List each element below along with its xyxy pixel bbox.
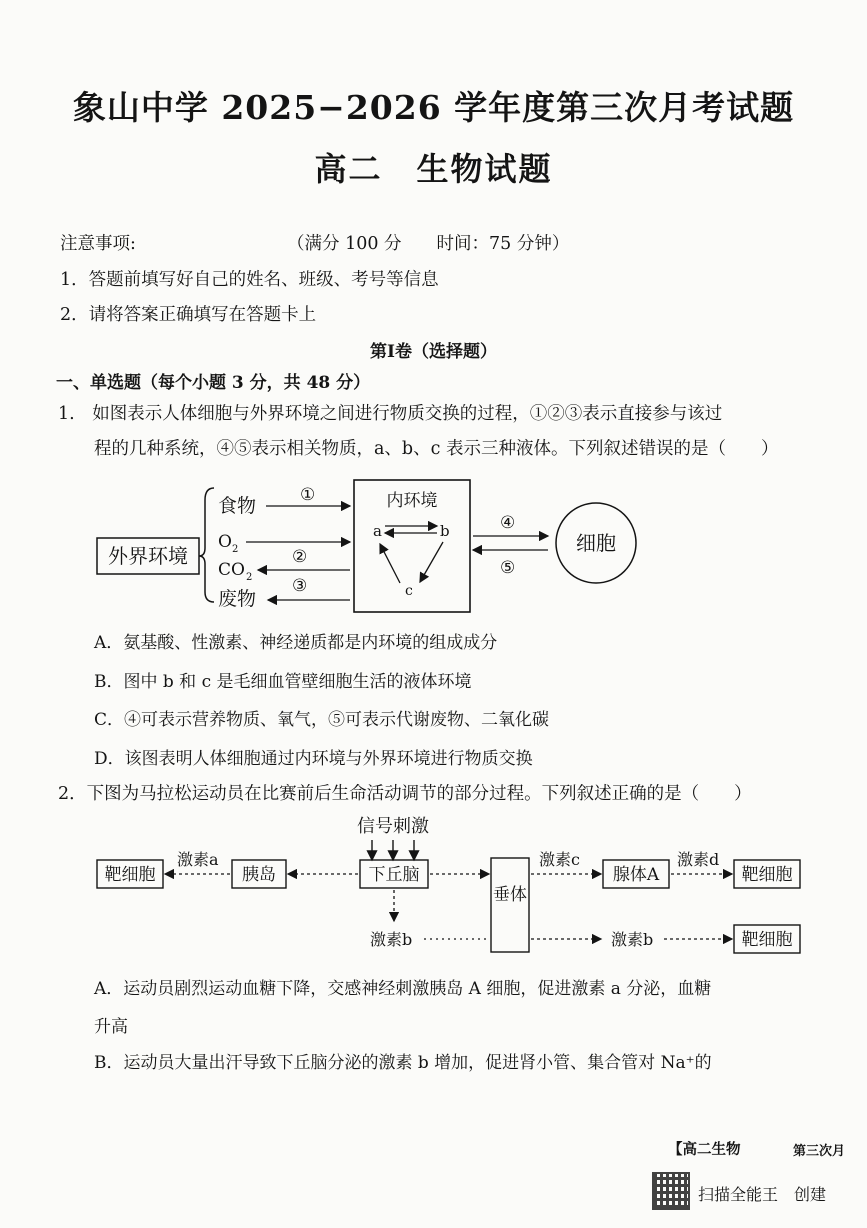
- outer-env-label: 外界环境: [108, 544, 188, 568]
- q1-stem-line1: 1. 如图表示人体细胞与外界环境之间进行物质交换的过程，①②③表示直接参与该过: [58, 404, 723, 424]
- q2-stem: 2．下图为马拉松运动员在比赛前后生命活动调节的部分过程。下列叙述正确的是（ ）: [58, 784, 752, 804]
- hypothalamus-label: 下丘脑: [368, 865, 420, 885]
- target-cell-2: 靶细胞: [741, 865, 793, 885]
- q1-stem-line2: 程的几种系统，④⑤表示相关物质，a、b、c 表示三种液体。下列叙述错误的是（ ）: [94, 439, 779, 459]
- exam-title: 象山中学 2025−2026 学年度第三次月考试题: [72, 88, 795, 127]
- part-heading: 一、单选题（每个小题 3 分，共 48 分）: [56, 373, 371, 393]
- food-label: 食物: [218, 495, 257, 517]
- pituitary-box: [491, 858, 529, 952]
- circle-2: ②: [292, 547, 308, 567]
- note-item-1: 1．答题前填写好自己的姓名、班级、考号等信息: [60, 270, 439, 290]
- score-time: （满分 100 分 时间：75 分钟）: [287, 234, 570, 254]
- hormone-b-right: 激素b: [611, 930, 654, 949]
- q2-option-a-line1: A．运动员剧烈运动血糖下降，交感神经刺激胰岛 A 细胞，促进激素 a 分泌，血糖: [94, 979, 712, 999]
- q2-option-a-line2: 升高: [94, 1017, 128, 1037]
- fluid-b: b: [440, 522, 450, 540]
- scanner-watermark: 扫描全能王 创建: [698, 1185, 827, 1204]
- pancreas-label: 胰岛: [242, 865, 276, 885]
- co2-sub: 2: [246, 572, 253, 583]
- cell-label: 细胞: [576, 531, 616, 555]
- o2-label: O: [218, 532, 232, 552]
- fluid-c: c: [405, 583, 413, 599]
- exam-subtitle: 高二 生物试题: [314, 150, 553, 188]
- circle-5: ⑤: [500, 558, 516, 578]
- target-cell-3: 靶细胞: [741, 930, 793, 950]
- pituitary-label: 垂体: [493, 885, 527, 905]
- note-item-2: 2．请将答案正确填写在答题卡上: [60, 305, 317, 325]
- o2-sub: 2: [232, 544, 239, 555]
- signal-label: 信号刺激: [357, 816, 429, 837]
- target-cell-1: 靶细胞: [104, 865, 156, 885]
- q1-option-c: C．④可表示营养物质、氧气，⑤可表示代谢废物、二氧化碳: [94, 710, 550, 730]
- volume-heading: 第Ⅰ卷（选择题）: [370, 342, 497, 362]
- brace: [199, 488, 214, 602]
- co2-label: CO: [218, 560, 245, 580]
- qr-code-icon: [652, 1172, 690, 1210]
- q1-diagram: [0, 470, 867, 620]
- arrow-b-c: [420, 542, 443, 582]
- q1-option-b: B．图中 b 和 c 是毛细血管壁细胞生活的液体环境: [94, 672, 472, 692]
- hormone-c: 激素c: [539, 850, 580, 869]
- footer-page: 第三次月: [793, 1144, 846, 1159]
- circle-1: ①: [300, 485, 316, 505]
- notes-label: 注意事项:: [60, 234, 136, 254]
- q1-option-d: D．该图表明人体细胞通过内环境与外界环境进行物质交换: [94, 749, 533, 769]
- circle-3: ③: [292, 576, 308, 596]
- waste-label: 废物: [218, 588, 257, 610]
- hormone-b-left: 激素b: [370, 930, 413, 949]
- hormone-a: 激素a: [177, 850, 219, 869]
- q2-diagram: [0, 808, 867, 960]
- arrow-c-a: [380, 544, 400, 583]
- q2-option-b: B．运动员大量出汗导致下丘脑分泌的激素 b 增加，促进肾小管、集合管对 Na⁺的: [94, 1053, 712, 1073]
- q1-option-a: A．氨基酸、性激素、神经递质都是内环境的组成成分: [94, 633, 498, 653]
- footer-label: 【高二生物: [668, 1141, 741, 1158]
- fluid-a: a: [373, 522, 382, 540]
- gland-a-label: 腺体A: [612, 865, 660, 885]
- hormone-d: 激素d: [677, 850, 720, 869]
- circle-4: ④: [500, 513, 516, 533]
- inner-env-label: 内环境: [386, 491, 438, 511]
